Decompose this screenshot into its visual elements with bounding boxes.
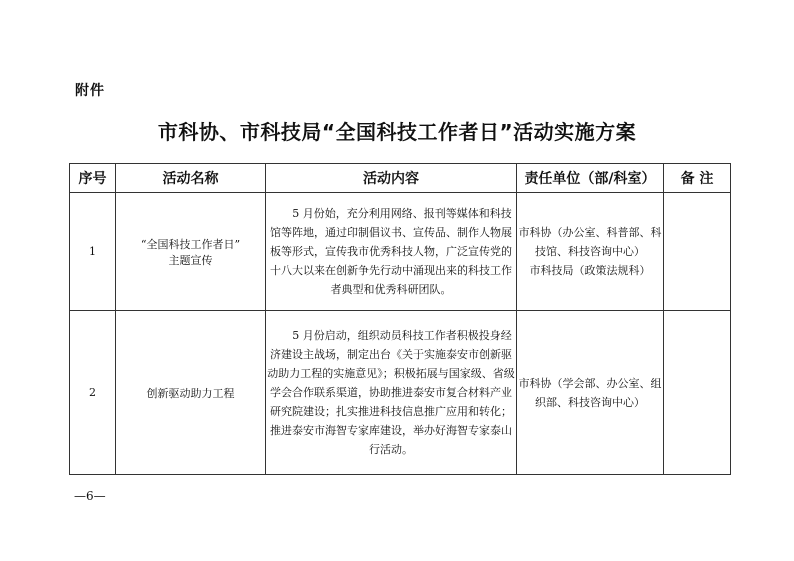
document-title: 市科协、市科技局“全国科技工作者日”活动实施方案 xyxy=(157,120,637,144)
table-row xyxy=(70,193,731,311)
page-number: —6— xyxy=(74,489,106,503)
responsible-unit-line: 市科协（办公室、科普部、科技馆、科技咨询中心） xyxy=(518,226,662,258)
responsible-unit-line: 市科协（学会部、办公室、组织部、科技咨询中心） xyxy=(518,376,662,409)
activity-name-line: 主题宣传 xyxy=(168,253,213,267)
row-number: 1 xyxy=(70,193,116,311)
activity-name xyxy=(116,311,266,475)
header-activity-content: 活动内容 xyxy=(266,164,517,193)
header-no: 序号 xyxy=(70,164,116,193)
activity-content: 5 月份始，充分利用网络、报刊等媒体和科技馆等阵地，通过印制倡议书、宣传品、制作人物展板等形式，宣传我市优秀科技人物，广泛宣传党的十八大以来在创新争先行动中涌现出来的科技工作者典型和优秀科研团队。 xyxy=(266,193,517,311)
header-remark: 备 注 xyxy=(664,164,731,193)
activity-plan-table xyxy=(69,163,731,475)
activity-name-line: “全国科技工作者日” xyxy=(140,237,241,251)
activity-name-line: 创新驱动助力工程 xyxy=(146,386,235,400)
remark-cell xyxy=(664,311,731,475)
row-number: 2 xyxy=(70,311,116,475)
table-header-row xyxy=(70,164,731,193)
activity-content: 5 月份启动，组织动员科技工作者积极投身经济建设主战场，制定出台《关于实施泰安市创新驱动助力工程的实施意见》；积极拓展与国家级、省级学会合作联系渠道，协助推进泰安市复合材料产业研究院建设；扎实推进科技信息推广应用和转化；推进泰安市海智专家库建设，举办好海智专家泰山行活动。 xyxy=(266,311,517,475)
header-responsible-unit: 责任单位（部/科室） xyxy=(517,164,664,193)
activity-name xyxy=(116,193,266,311)
responsible-unit-line: 市科技局（政策法规科） xyxy=(529,264,651,277)
header-activity-name: 活动名称 xyxy=(116,164,266,193)
responsible-unit xyxy=(517,311,664,475)
remark-cell xyxy=(664,193,731,311)
attachment-label: 附件 xyxy=(75,83,105,99)
responsible-unit xyxy=(517,193,664,311)
table-row xyxy=(70,311,731,475)
